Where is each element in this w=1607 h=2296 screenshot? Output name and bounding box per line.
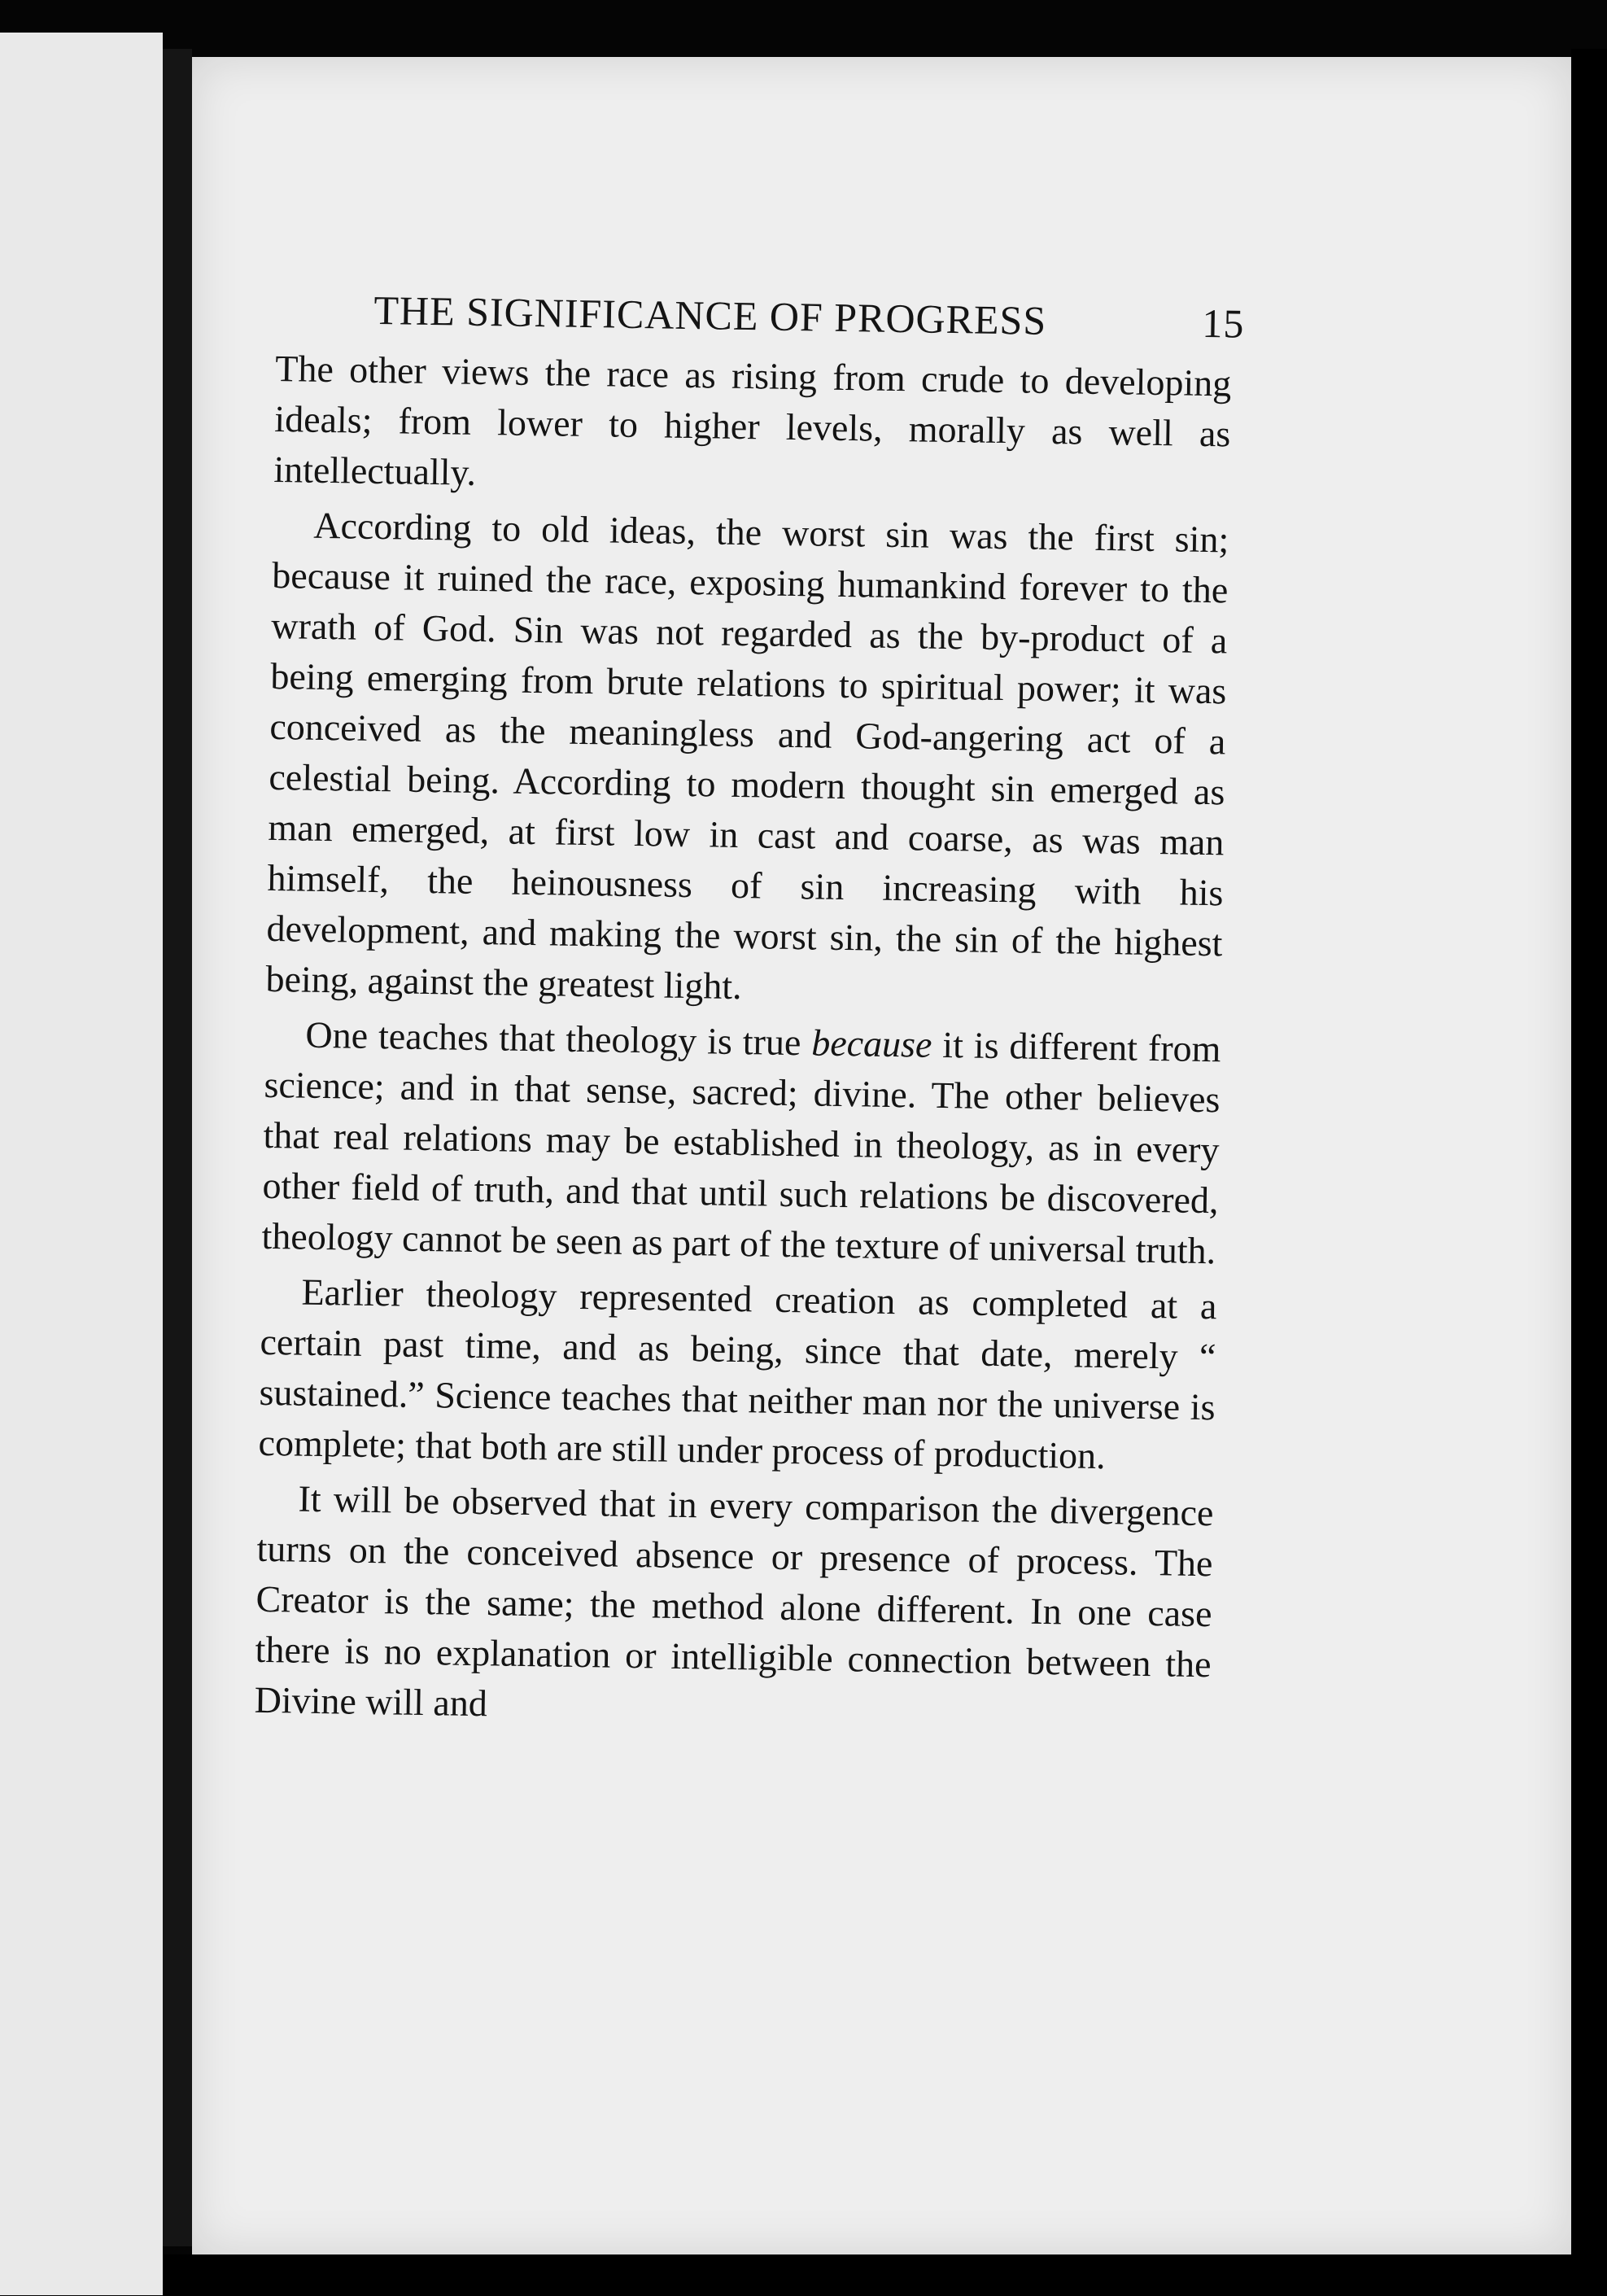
paragraph-old-ideas-sin: According to old ideas, the worst sin was the first sin; because it ruined the race, exposing humankind forever to the wrath of God. Sin was not regarded as the by-product of a being emerging from brute relations to spiritual power; it was conceived as the meaningless and God-angering act of a celestial being. According to modern thought sin emerged as man emerged, at first low in cast and coarse, as was man himself, the heinousness of sin increasing with his development, and making the worst sin, the sin of the highest being, against the greatest light. bbox=[265, 504, 1229, 1008]
emphasized-word: because bbox=[810, 1021, 932, 1065]
page-right-border bbox=[1571, 49, 1607, 2295]
paragraph-text: One teaches that theology is true bbox=[305, 1013, 812, 1064]
running-head-title: THE SIGNIFICANCE OF PROGRESS bbox=[373, 286, 1047, 343]
paragraph-text: it is different from science; and in that sense, sacred; divine. The other believes that real relations may be established in theology, as in every other field of truth, and that until such relations be discovered, theology cannot be seen as part of the texture of universal truth. bbox=[261, 1023, 1221, 1272]
paragraph-theology-science bbox=[261, 1009, 1221, 1276]
page-bottom-border bbox=[163, 2254, 1607, 2296]
page-text bbox=[254, 285, 1245, 1740]
paragraph-creation: Earlier theology represented creation as completed at a certain past time, and as being, since that date, merely “ sustained.” Science teaches that neither man nor the universe is complete; that both are still under process of production. bbox=[258, 1270, 1217, 1477]
paragraph-process: It will be observed that in every comparison the divergence turns on the conceived absence or presence of process. The Creator is the same; the method alone different. In one case there is no explanation or intelligible connection between the Divine will and bbox=[254, 1477, 1214, 1725]
book-spine bbox=[163, 49, 192, 2246]
paragraph-continued: The other views the race as rising from crude to developing ideals; from lower to higher levels, morally as well as intellectually. bbox=[273, 347, 1232, 493]
page-number: 15 bbox=[1201, 300, 1245, 347]
facing-page-edge bbox=[0, 33, 163, 2295]
